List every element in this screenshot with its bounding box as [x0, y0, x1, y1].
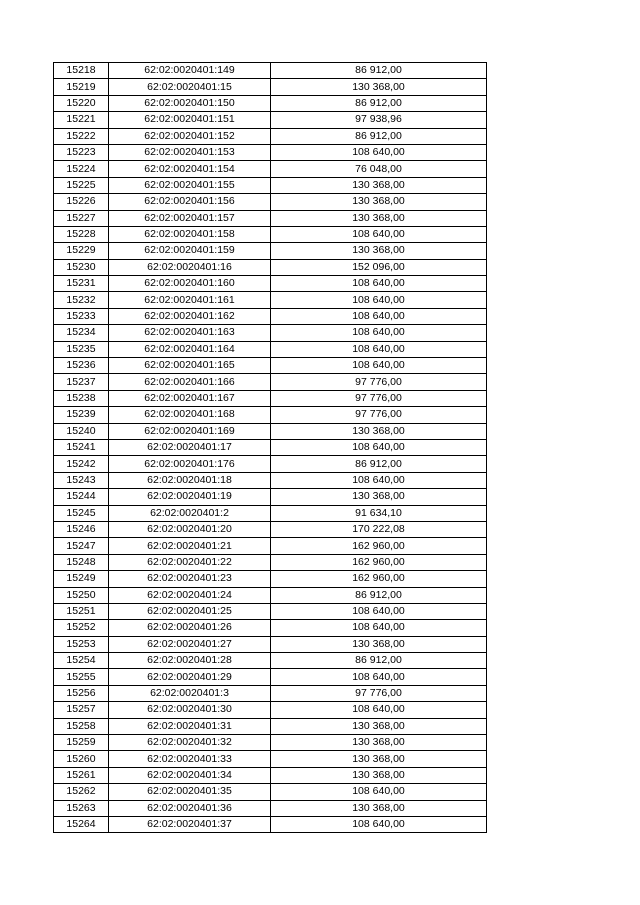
table-row: [54, 144, 487, 160]
cadastral-number-cell: 62:02:0020401:155: [109, 177, 271, 193]
table-row: [54, 226, 487, 242]
value-cell: 108 640,00: [271, 603, 487, 619]
row-number-cell: 15259: [54, 735, 109, 751]
value-cell: 91 634,10: [271, 505, 487, 521]
cadastral-number-cell: 62:02:0020401:23: [109, 571, 271, 587]
value-cell: 130 368,00: [271, 79, 487, 95]
cadastral-number-cell: 62:02:0020401:161: [109, 292, 271, 308]
cadastral-number-cell: 62:02:0020401:21: [109, 538, 271, 554]
row-number-cell: 15249: [54, 571, 109, 587]
cadastral-number-cell: 62:02:0020401:150: [109, 95, 271, 111]
row-number-cell: 15218: [54, 63, 109, 79]
row-number-cell: 15245: [54, 505, 109, 521]
cadastral-number-cell: 62:02:0020401:28: [109, 653, 271, 669]
table-row: [54, 276, 487, 292]
cadastral-number-cell: 62:02:0020401:18: [109, 472, 271, 488]
cadastral-number-cell: 62:02:0020401:3: [109, 685, 271, 701]
value-cell: 108 640,00: [271, 472, 487, 488]
row-number-cell: 15241: [54, 439, 109, 455]
table-row: [54, 63, 487, 79]
table-row: [54, 79, 487, 95]
value-cell: 86 912,00: [271, 653, 487, 669]
cadastral-number-cell: 62:02:0020401:20: [109, 521, 271, 537]
row-number-cell: 15261: [54, 767, 109, 783]
cadastral-number-cell: 62:02:0020401:36: [109, 800, 271, 816]
row-number-cell: 15260: [54, 751, 109, 767]
row-number-cell: 15233: [54, 308, 109, 324]
table-row: [54, 358, 487, 374]
value-cell: 97 776,00: [271, 685, 487, 701]
value-cell: 108 640,00: [271, 341, 487, 357]
table-body: [54, 63, 487, 833]
row-number-cell: 15238: [54, 390, 109, 406]
value-cell: 108 640,00: [271, 439, 487, 455]
row-number-cell: 15225: [54, 177, 109, 193]
table-row: [54, 554, 487, 570]
value-cell: 108 640,00: [271, 669, 487, 685]
value-cell: 130 368,00: [271, 800, 487, 816]
row-number-cell: 15256: [54, 685, 109, 701]
value-cell: 108 640,00: [271, 702, 487, 718]
row-number-cell: 15239: [54, 407, 109, 423]
table-row: [54, 636, 487, 652]
table-row: [54, 505, 487, 521]
value-cell: 86 912,00: [271, 587, 487, 603]
row-number-cell: 15264: [54, 816, 109, 832]
table-row: [54, 800, 487, 816]
value-cell: 130 368,00: [271, 243, 487, 259]
row-number-cell: 15250: [54, 587, 109, 603]
table-row: [54, 308, 487, 324]
value-cell: 97 776,00: [271, 374, 487, 390]
table-row: [54, 292, 487, 308]
value-cell: 108 640,00: [271, 144, 487, 160]
row-number-cell: 15253: [54, 636, 109, 652]
table-row: [54, 735, 487, 751]
cadastral-number-cell: 62:02:0020401:159: [109, 243, 271, 259]
cadastral-number-cell: 62:02:0020401:162: [109, 308, 271, 324]
cadastral-number-cell: 62:02:0020401:164: [109, 341, 271, 357]
value-cell: 108 640,00: [271, 325, 487, 341]
table-row: [54, 767, 487, 783]
table-row: [54, 620, 487, 636]
table-row: [54, 571, 487, 587]
row-number-cell: 15246: [54, 521, 109, 537]
cadastral-number-cell: 62:02:0020401:33: [109, 751, 271, 767]
value-cell: 108 640,00: [271, 358, 487, 374]
value-cell: 108 640,00: [271, 226, 487, 242]
cadastral-number-cell: 62:02:0020401:25: [109, 603, 271, 619]
value-cell: 130 368,00: [271, 735, 487, 751]
cadastral-number-cell: 62:02:0020401:167: [109, 390, 271, 406]
value-cell: 130 368,00: [271, 489, 487, 505]
cadastral-value-table: [53, 62, 487, 833]
table-row: [54, 669, 487, 685]
table-row: [54, 521, 487, 537]
row-number-cell: 15237: [54, 374, 109, 390]
row-number-cell: 15230: [54, 259, 109, 275]
value-cell: 108 640,00: [271, 784, 487, 800]
value-cell: 170 222,08: [271, 521, 487, 537]
table-row: [54, 374, 487, 390]
value-cell: 76 048,00: [271, 161, 487, 177]
row-number-cell: 15234: [54, 325, 109, 341]
table-row: [54, 243, 487, 259]
cadastral-number-cell: 62:02:0020401:156: [109, 194, 271, 210]
value-cell: 97 938,96: [271, 112, 487, 128]
cadastral-number-cell: 62:02:0020401:27: [109, 636, 271, 652]
cadastral-number-cell: 62:02:0020401:15: [109, 79, 271, 95]
table-row: [54, 210, 487, 226]
cadastral-number-cell: 62:02:0020401:17: [109, 439, 271, 455]
row-number-cell: 15221: [54, 112, 109, 128]
row-number-cell: 15263: [54, 800, 109, 816]
table-row: [54, 161, 487, 177]
table-row: [54, 259, 487, 275]
cadastral-number-cell: 62:02:0020401:151: [109, 112, 271, 128]
value-cell: 97 776,00: [271, 390, 487, 406]
cadastral-number-cell: 62:02:0020401:26: [109, 620, 271, 636]
row-number-cell: 15255: [54, 669, 109, 685]
cadastral-number-cell: 62:02:0020401:29: [109, 669, 271, 685]
row-number-cell: 15242: [54, 456, 109, 472]
table-row: [54, 439, 487, 455]
cadastral-number-cell: 62:02:0020401:176: [109, 456, 271, 472]
row-number-cell: 15236: [54, 358, 109, 374]
row-number-cell: 15232: [54, 292, 109, 308]
table-row: [54, 194, 487, 210]
row-number-cell: 15248: [54, 554, 109, 570]
value-cell: 130 368,00: [271, 210, 487, 226]
row-number-cell: 15243: [54, 472, 109, 488]
value-cell: 130 368,00: [271, 718, 487, 734]
row-number-cell: 15220: [54, 95, 109, 111]
row-number-cell: 15262: [54, 784, 109, 800]
value-cell: 130 368,00: [271, 194, 487, 210]
table-row: [54, 472, 487, 488]
cadastral-number-cell: 62:02:0020401:30: [109, 702, 271, 718]
value-cell: 108 640,00: [271, 816, 487, 832]
table-row: [54, 784, 487, 800]
table-row: [54, 702, 487, 718]
cadastral-number-cell: 62:02:0020401:163: [109, 325, 271, 341]
cadastral-number-cell: 62:02:0020401:168: [109, 407, 271, 423]
value-cell: 162 960,00: [271, 554, 487, 570]
row-number-cell: 15229: [54, 243, 109, 259]
cadastral-number-cell: 62:02:0020401:22: [109, 554, 271, 570]
value-cell: 108 640,00: [271, 620, 487, 636]
cadastral-number-cell: 62:02:0020401:154: [109, 161, 271, 177]
value-cell: 130 368,00: [271, 636, 487, 652]
table-row: [54, 128, 487, 144]
value-cell: 108 640,00: [271, 276, 487, 292]
value-cell: 130 368,00: [271, 751, 487, 767]
cadastral-number-cell: 62:02:0020401:160: [109, 276, 271, 292]
cadastral-number-cell: 62:02:0020401:166: [109, 374, 271, 390]
table-row: [54, 177, 487, 193]
table-row: [54, 95, 487, 111]
table-row: [54, 325, 487, 341]
row-number-cell: 15223: [54, 144, 109, 160]
table-row: [54, 341, 487, 357]
table-row: [54, 587, 487, 603]
table-row: [54, 718, 487, 734]
value-cell: 97 776,00: [271, 407, 487, 423]
row-number-cell: 15244: [54, 489, 109, 505]
value-cell: 86 912,00: [271, 95, 487, 111]
cadastral-number-cell: 62:02:0020401:169: [109, 423, 271, 439]
cadastral-number-cell: 62:02:0020401:2: [109, 505, 271, 521]
value-cell: 130 368,00: [271, 177, 487, 193]
cadastral-number-cell: 62:02:0020401:37: [109, 816, 271, 832]
value-cell: 108 640,00: [271, 292, 487, 308]
cadastral-number-cell: 62:02:0020401:165: [109, 358, 271, 374]
row-number-cell: 15251: [54, 603, 109, 619]
table-row: [54, 112, 487, 128]
table-row: [54, 456, 487, 472]
row-number-cell: 15257: [54, 702, 109, 718]
value-cell: 130 368,00: [271, 423, 487, 439]
value-cell: 86 912,00: [271, 456, 487, 472]
cadastral-number-cell: 62:02:0020401:24: [109, 587, 271, 603]
value-cell: 162 960,00: [271, 571, 487, 587]
row-number-cell: 15254: [54, 653, 109, 669]
cadastral-number-cell: 62:02:0020401:158: [109, 226, 271, 242]
table-row: [54, 423, 487, 439]
value-cell: 152 096,00: [271, 259, 487, 275]
cadastral-number-cell: 62:02:0020401:157: [109, 210, 271, 226]
row-number-cell: 15231: [54, 276, 109, 292]
table-row: [54, 653, 487, 669]
row-number-cell: 15235: [54, 341, 109, 357]
table-row: [54, 685, 487, 701]
cadastral-number-cell: 62:02:0020401:149: [109, 63, 271, 79]
table-row: [54, 816, 487, 832]
row-number-cell: 15258: [54, 718, 109, 734]
table-row: [54, 603, 487, 619]
table-row: [54, 751, 487, 767]
row-number-cell: 15228: [54, 226, 109, 242]
table-row: [54, 407, 487, 423]
cadastral-number-cell: 62:02:0020401:32: [109, 735, 271, 751]
table-row: [54, 390, 487, 406]
value-cell: 130 368,00: [271, 767, 487, 783]
row-number-cell: 15222: [54, 128, 109, 144]
row-number-cell: 15240: [54, 423, 109, 439]
value-cell: 162 960,00: [271, 538, 487, 554]
table-row: [54, 538, 487, 554]
cadastral-number-cell: 62:02:0020401:31: [109, 718, 271, 734]
row-number-cell: 15219: [54, 79, 109, 95]
cadastral-number-cell: 62:02:0020401:35: [109, 784, 271, 800]
row-number-cell: 15252: [54, 620, 109, 636]
value-cell: 108 640,00: [271, 308, 487, 324]
cadastral-number-cell: 62:02:0020401:19: [109, 489, 271, 505]
cadastral-number-cell: 62:02:0020401:34: [109, 767, 271, 783]
value-cell: 86 912,00: [271, 128, 487, 144]
row-number-cell: 15247: [54, 538, 109, 554]
cadastral-number-cell: 62:02:0020401:153: [109, 144, 271, 160]
row-number-cell: 15224: [54, 161, 109, 177]
row-number-cell: 15226: [54, 194, 109, 210]
table-row: [54, 489, 487, 505]
cadastral-number-cell: 62:02:0020401:152: [109, 128, 271, 144]
row-number-cell: 15227: [54, 210, 109, 226]
cadastral-number-cell: 62:02:0020401:16: [109, 259, 271, 275]
value-cell: 86 912,00: [271, 63, 487, 79]
